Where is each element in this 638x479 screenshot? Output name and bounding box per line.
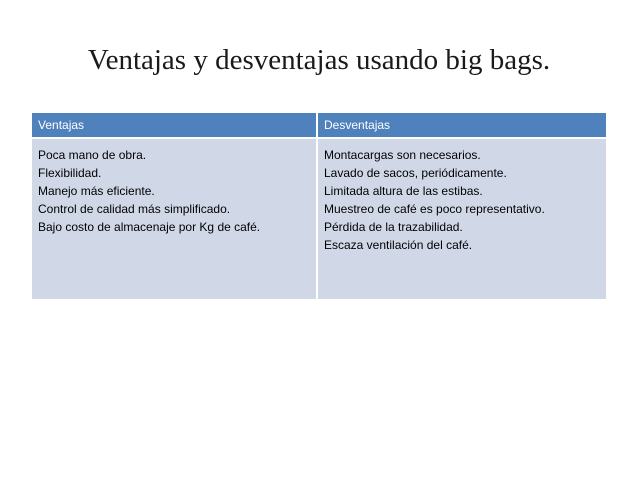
ventajas-cell — [32, 139, 318, 299]
desventajas-cell — [318, 139, 606, 299]
ventaja-item: Control de calidad más simplificado. — [38, 202, 231, 216]
desventaja-item: Limitada altura de las estibas. — [324, 184, 483, 198]
header-desventajas: Desventajas — [324, 118, 391, 132]
ventaja-item: Poca mano de obra. — [38, 148, 147, 162]
slide-title: Ventajas y desventajas usando big bags. — [87, 44, 551, 76]
table-body-row — [32, 137, 606, 299]
desventaja-item: Muestreo de café es poco representativo. — [324, 202, 545, 216]
ventaja-item: Bajo costo de almacenaje por Kg de café. — [38, 220, 261, 234]
desventaja-item: Montacargas son necesarios. — [324, 148, 481, 162]
desventaja-item: Pérdida de la trazabilidad. — [324, 220, 463, 234]
table-header-row — [32, 113, 606, 137]
header-ventajas: Ventajas — [32, 113, 318, 137]
ventaja-item: Manejo más eficiente. — [38, 184, 155, 198]
comparison-table — [32, 113, 606, 299]
desventaja-item: Escaza ventilación del café. — [324, 238, 473, 252]
desventaja-item: Lavado de sacos, periódicamente. — [324, 166, 507, 180]
ventaja-item: Flexibilidad. — [38, 166, 102, 180]
